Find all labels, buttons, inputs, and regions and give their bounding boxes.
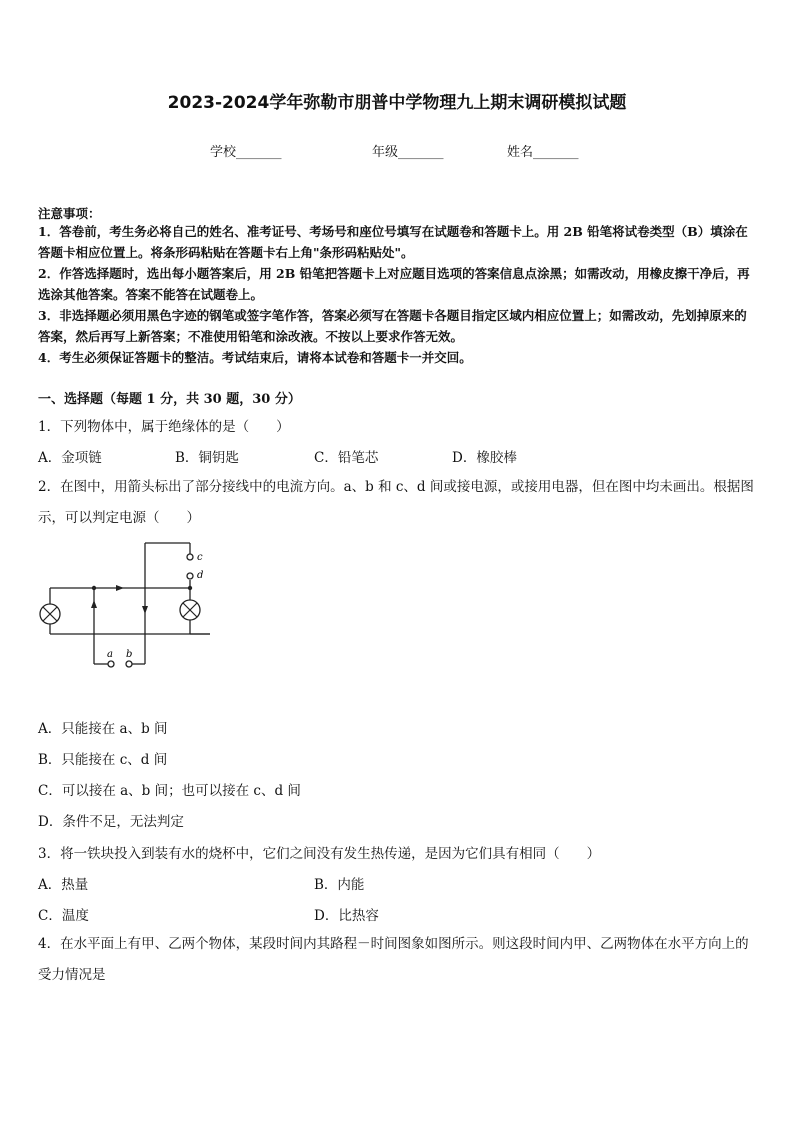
notice-item-4: 4．考生必须保证答题卡的整洁。考试结束后，请将本试卷和答题卡一并交回。 bbox=[38, 350, 472, 365]
q2-stem: 2．在图中，用箭头标出了部分接线中的电流方向。a、b 和 c、d 间或接电源，或接用电器，但在图中均未画出。根据图示，可以判定电源（ ） bbox=[38, 479, 754, 526]
arrow-up-icon bbox=[91, 600, 97, 608]
q1-option-a: A．金项链 bbox=[38, 450, 102, 466]
notice-item-2: 2．作答选择题时，选出每小题答案后，用 2B 铅笔把答题卡上对应题目选项的答案信息点涂黑；如需改动，用橡皮擦干净后，再选涂其他答案。答案不能答在试题卷上。 bbox=[38, 266, 750, 302]
q3-stem: 3．将一铁块投入到装有水的烧杯中，它们之间没有发生热传递，是因为它们具有相同（ ） bbox=[38, 846, 601, 862]
q1-option-c: C．铅笔芯 bbox=[314, 450, 379, 466]
section-heading: 一、选择题（每题 1 分，共 30 题，30 分） bbox=[38, 392, 301, 407]
terminal-a bbox=[108, 661, 114, 667]
notice-item-1: 1．答卷前，考生务必将自己的姓名、准考证号、考场号和座位号填写在试题卷和答题卡上。用 2B 铅笔将试卷类型（B）填涂在答题卡相应位置上。将条形码粘贴在答题卡右上角"条形码粘贴处"。 bbox=[38, 224, 748, 260]
q4-stem: 4．在水平面上有甲、乙两个物体，某段时间内其路程－时间图象如图所示。则这段时间内甲、乙两物体在水平方向上的受力情况是 bbox=[38, 936, 749, 983]
q1-option-d: D．橡胶棒 bbox=[452, 450, 517, 466]
label-c: c bbox=[197, 552, 203, 563]
label-d: d bbox=[197, 570, 204, 581]
terminal-c bbox=[187, 554, 193, 560]
arrow-right-icon bbox=[116, 585, 124, 591]
circuit-diagram bbox=[30, 538, 220, 678]
notice-title: 注意事项： bbox=[38, 206, 101, 221]
arrow-down-icon bbox=[142, 606, 148, 614]
q3-option-a: A．热量 bbox=[38, 877, 89, 893]
label-a: a bbox=[107, 649, 113, 660]
q2-option-c: C．可以接在 a、b 间；也可以接在 c、d 间 bbox=[38, 783, 301, 799]
name-field: 姓名_______ bbox=[507, 145, 579, 160]
label-b: b bbox=[126, 649, 133, 660]
page-title: 2023-2024学年弥勒市朋普中学物理九上期末调研模拟试题 bbox=[167, 93, 627, 113]
q2-option-b: B．只能接在 c、d 间 bbox=[38, 752, 168, 768]
q3-option-c: C．温度 bbox=[38, 908, 89, 924]
q2-option-a: A．只能接在 a、b 间 bbox=[38, 721, 168, 737]
school-field: 学校_______ bbox=[210, 145, 282, 160]
terminal-d bbox=[187, 573, 193, 579]
grade-field: 年级_______ bbox=[372, 145, 444, 160]
q3-option-d: D．比热容 bbox=[314, 908, 379, 924]
q2-option-d: D．条件不足，无法判定 bbox=[38, 814, 184, 830]
q1-stem: 1．下列物体中，属于绝缘体的是（ ） bbox=[38, 419, 290, 435]
q3-option-b: B．内能 bbox=[314, 877, 365, 893]
notice-item-3: 3．非选择题必须用黑色字迹的钢笔或签字笔作答，答案必须写在答题卡各题目指定区域内相应位置上；如需改动，先划掉原来的答案，然后再写上新答案；不准使用铅笔和涂改液。不按以上要求作答无效。 bbox=[38, 308, 747, 344]
terminal-b bbox=[126, 661, 132, 667]
q1-option-b: B．铜钥匙 bbox=[175, 450, 239, 466]
